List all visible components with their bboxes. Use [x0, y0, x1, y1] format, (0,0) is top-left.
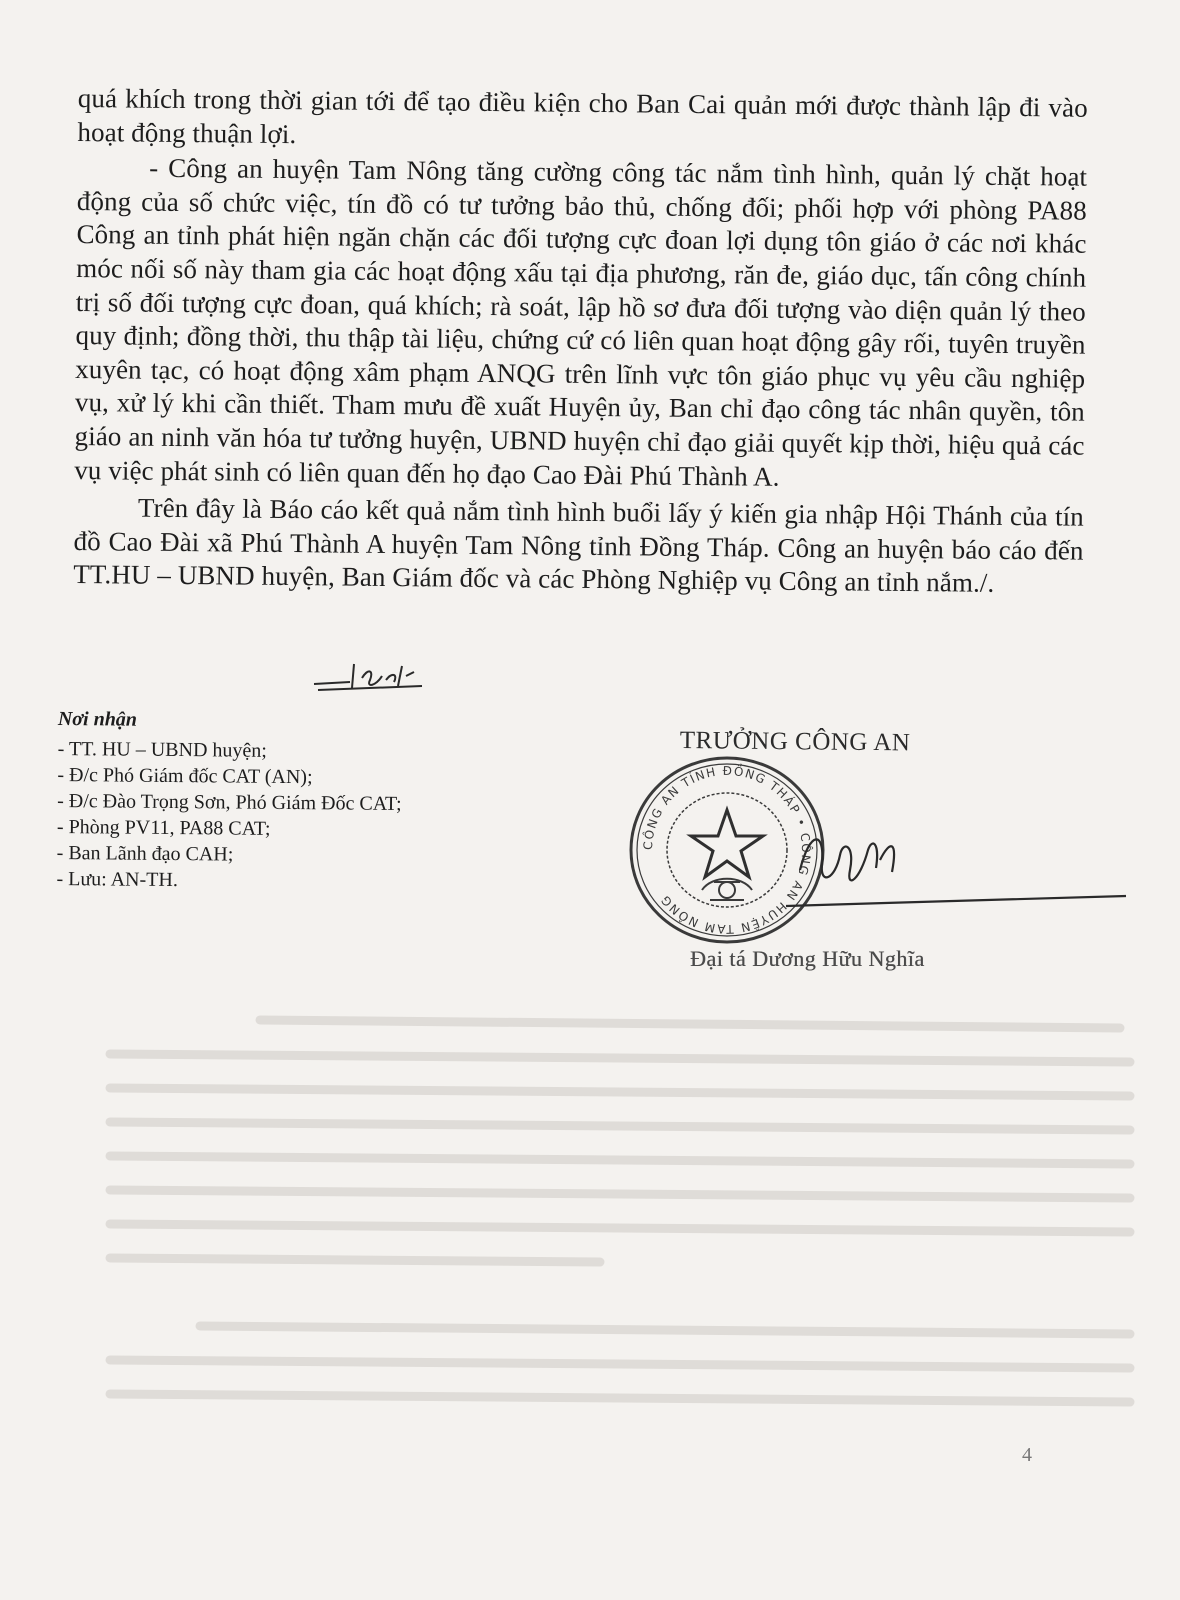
recipient-item: - Phòng PV11, PA88 CAT;	[57, 814, 577, 845]
recipients-list	[56, 736, 577, 897]
paragraph-closing: Trên đây là Báo cáo kết quả nắm tình hình buổi lấy ý kiến gia nhập Hội Thánh của tín đồ Cao Đài xã Phú Thành A huyện Tam Nông tỉnh Đồng Tháp. Công an huyện báo cáo đến TT.HU – UBND huyện, Ban Giám đốc và các Phòng Nghiệp vụ Công an tỉnh nắm./.	[73, 492, 1085, 599]
signer-title: TRƯỞNG CÔNG AN	[679, 727, 911, 757]
handwritten-date-mark	[310, 658, 430, 694]
recipients-block	[56, 706, 578, 897]
seal-lettering: CÔNG AN TỈNH ĐỒNG THÁP • CÔNG AN HUYỆN TAM NÔNG	[640, 763, 814, 937]
recipient-item: - Đ/c Đào Trọng Sơn, Phó Giám Đốc CAT;	[57, 788, 577, 819]
recipient-item: - Ban Lãnh đạo CAH;	[57, 840, 577, 871]
recipient-item: - Đ/c Phó Giám đốc CAT (AN);	[57, 762, 577, 793]
page-number: 4	[1022, 1444, 1032, 1466]
report-body	[73, 82, 1088, 602]
paragraph-continuation: quá khích trong thời gian tới để tạo điều kiện cho Ban Cai quản mới được thành lập đi vào hoạt động thuận lợi.	[77, 82, 1088, 149]
signer-name: Đại tá Dương Hữu Nghĩa	[690, 946, 925, 971]
recipients-heading: Nơi nhận	[57, 707, 138, 731]
bleed-through-texture	[0, 990, 1180, 1420]
handwritten-signature	[780, 810, 1140, 920]
paragraph-task: - Công an huyện Tam Nông tăng cường công tác nắm tình hình, quản lý chặt hoạt động của số chức việc, tín đồ có tư tưởng bảo thủ, chống đối; phối hợp với phòng PA88 Công an tỉnh phát hiện ngăn chặn các đối tượng cực đoan lợi dụng tôn giáo ở các nơi khác móc nối số này tham gia các hoạt động xấu tại địa phương, răn đe, giáo dục, tấn công chính trị số đối tượng cực đoan, quá khích; rà soát, lập hồ sơ đưa đối tượng vào diện quản lý theo quy định; đồng thời, thu thập tài liệu, chứng cứ có liên quan hoạt động gây rối, tuyên truyền xuyên tạc, có hoạt động xâm phạm ANQG trên lĩnh vực tôn giáo phục vụ yêu cầu nghiệp vụ, xử lý khi cần thiết. Tham mưu đề xuất Huyện ủy, Ban chỉ đạo công tác nhân quyền, tôn giáo an ninh văn hóa tư tưởng huyện, UBND huyện chỉ đạo giải quyết kịp thời, hiệu quả các vụ việc phát sinh có liên quan đến họ đạo Cao Đài Phú Thành A.	[74, 152, 1088, 492]
recipient-item: - TT. HU – UBND huyện;	[58, 736, 578, 767]
recipient-item: - Lưu: AN-TH.	[56, 866, 576, 897]
